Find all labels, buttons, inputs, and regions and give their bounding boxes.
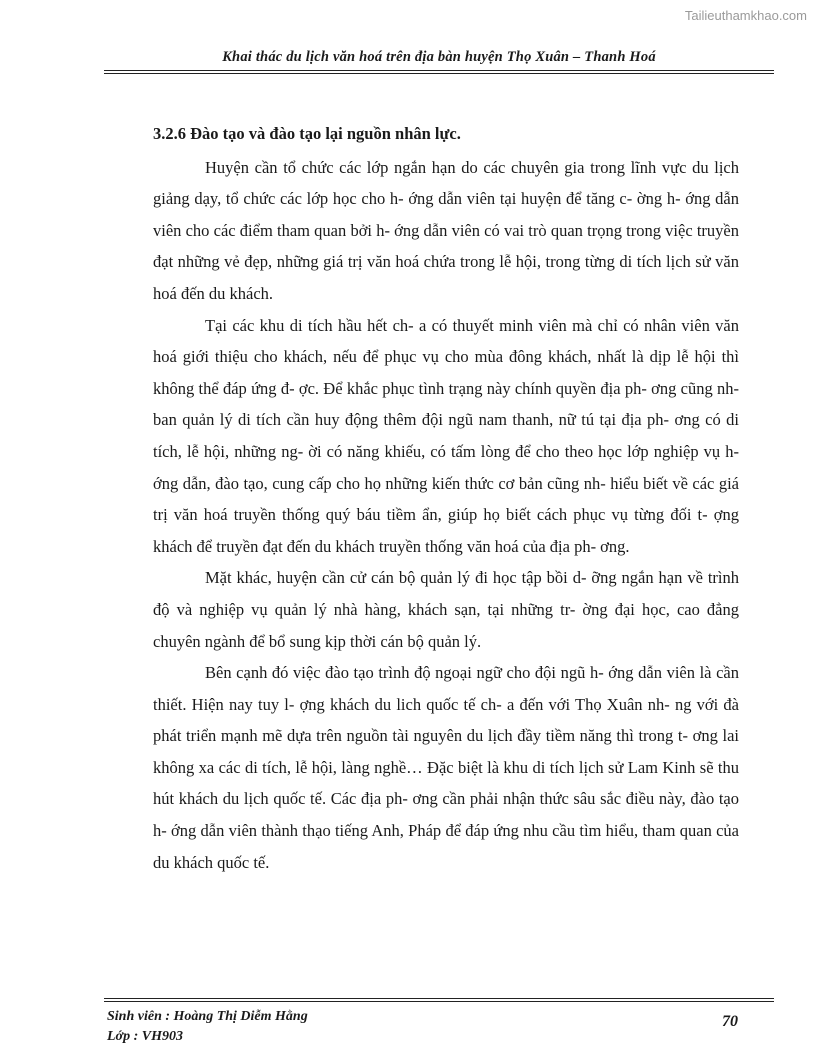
student-name: Sinh viên : Hoàng Thị Diễm Hằng (107, 1009, 308, 1024)
page-number: 70 (722, 1013, 738, 1030)
paragraph: Huyện cần tổ chức các lớp ngắn hạn do các chuyên gia trong lĩnh vực du lịch giảng dạy, tổ chức các lớp học cho h- ớng dẫn viên tại huyện để tăng c- ờng h- ớng dẫn viên cho các điểm tham quan bởi h- ớng dẫn viên có vai trò quan trọng trong việc truyền đạt những vẻ đẹp, những giá trị văn hoá chứa trong lễ hội, trong từng di tích lịch sử văn hoá đến du khách. (153, 157, 739, 303)
header-divider (104, 70, 774, 74)
student-class: Lớp : VH903 (107, 1029, 183, 1044)
page-body (153, 118, 739, 878)
section-heading: 3.2.6 Đào tạo và đào tạo lại nguồn nhân lực. (153, 124, 461, 143)
paragraph: Tại các khu di tích hầu hết ch- a có thuyết minh viên mà chỉ có nhân viên văn hoá giới thiệu cho khách, nếu để phục vụ cho mùa đông khách, nhất là dịp lễ hội thì không thể đáp ứng đ- ợc. Để khắc phục tình trạng này chính quyền địa ph- ơng cũng nh- ban quản lý di tích cần huy động thêm đội ngũ nam thanh, nữ tú tại địa ph- ơng có di tích, lễ hội, những ng- ời có năng khiếu, có tấm lòng để cho theo học lớp nghiệp vụ h- ớng dẫn, đào tạo, cung cấp cho họ những kiến thức cơ bản cũng nh- hiểu biết về các giá trị văn hoá truyền thống quý báu tiềm ẩn, giúp họ biết cách phục vụ từng đối t- ợng khách để truyền đạt đến du khách truyền thống văn hoá của địa ph- ơng. (153, 315, 739, 556)
footer-student-info (107, 1007, 308, 1047)
paragraph: Bên cạnh đó việc đào tạo trình độ ngoại ngữ cho đội ngũ h- ớng dẫn viên là cần thiết. Hiện nay tuy l- ợng khách du lich quốc tế ch- a đến với Thọ Xuân nh- ng với đà phát triển mạnh mẽ dựa trên nguồn tài nguyên du lịch đầy tiềm năng thì trong t- ơng lai không xa các di tích, lễ hội, làng nghề… Đặc biệt là khu di tích lịch sử Lam Kinh sẽ thu hút khách du lịch quốc tế. Các địa ph- ơng cần phải nhận thức sâu sắc điều này, đào tạo h- ớng dẫn viên thành thạo tiếng Anh, Pháp để đáp ứng nhu cầu tìm hiểu, tham quan của du khách quốc tế. (153, 663, 739, 872)
running-header-title: Khai thác du lịch văn hoá trên địa bàn huyện Thọ Xuân – Thanh Hoá (222, 49, 656, 65)
footer-divider (104, 998, 774, 1002)
watermark-text: Tailieuthamkhao.com (684, 8, 807, 23)
paragraph: Mặt khác, huyện cần cử cán bộ quản lý đi học tập bồi d- ỡng ngắn hạn về trình độ và nghiệp vụ quản lý nhà hàng, khách sạn, tại những tr- ờng đại học, cao đẳng chuyên ngành để bổ sung kịp thời cán bộ quản lý. (153, 568, 739, 651)
